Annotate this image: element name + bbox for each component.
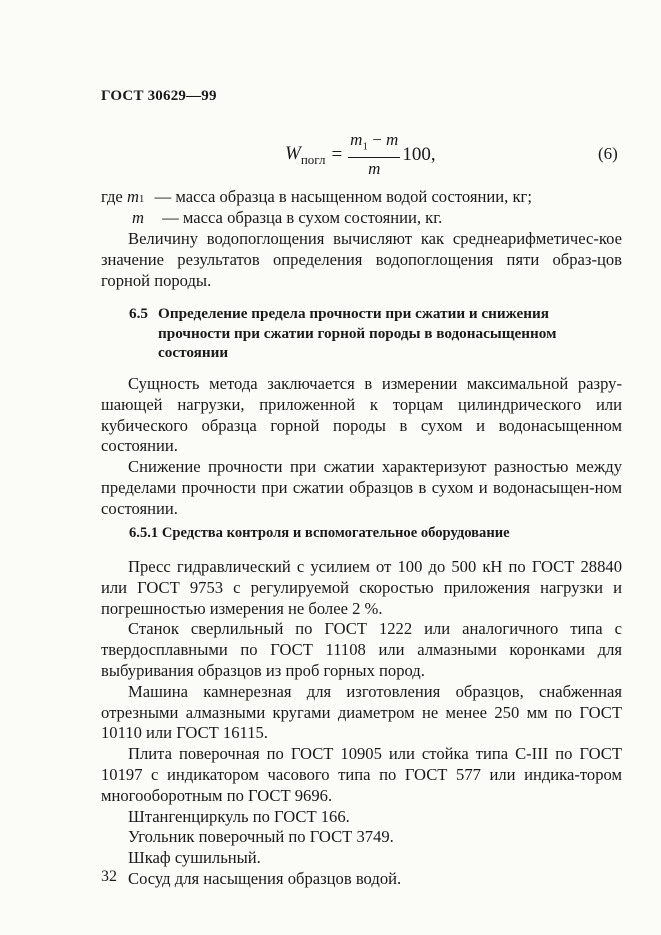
formula-lhs (285, 143, 325, 168)
numerator-m: m (386, 129, 399, 149)
paragraph: Сосуд для насыщения образцов водой. (128, 868, 402, 888)
where-symbol-sub: 1 (138, 193, 145, 205)
paragraph: Машина камнерезная для изготовления образцов, снабженная отрезными алмазными кругами диаметром не менее 250 мм по ГОСТ 10110 или ГОСТ 16115. (101, 681, 622, 743)
section-title: Определение предела прочности при сжатии и снижения прочности при сжатии горной породы в водонасыщенном состоянии (158, 305, 557, 361)
where-symbol: m (132, 207, 144, 227)
paragraph-block (101, 229, 622, 291)
paragraph: Сущность метода заключается в измерении максимальной разру-шающей нагрузки, приложенной к торцам цилиндрического или кубического образца горной породы в сухом и водонасыщенном состоянии. (101, 374, 622, 456)
paragraph: Шкаф сушильный. (128, 848, 261, 868)
paragraph-block (101, 557, 622, 890)
paragraph: Величину водопоглощения вычисляют как среднеарифметичес-кое значение результатов определения водопоглощения пяти образ-цов горной породы. (101, 229, 622, 290)
where-text: — масса образца в насыщенном водой состоянии, кг; (150, 187, 532, 206)
page-number: 32 (101, 868, 117, 885)
document-header: ГОСТ 30629—99 (101, 88, 217, 104)
equation-number: (6) (598, 144, 618, 163)
formula-equals: = (331, 144, 343, 165)
section-number: 6.5 (129, 305, 148, 322)
paragraph: Станок сверлильный по ГОСТ 1222 или аналогичного типа с твердосплавными по ГОСТ 11108 или алмазными коронками для выбуривания образцов из проб горных пород. (101, 619, 622, 680)
paragraph: Снижение прочности при сжатии характеризуют разностью между пределами прочности при сжатии образцов в сухом и водонасыщен-ном состоянии. (101, 457, 622, 518)
formula-factor: 100, (402, 144, 436, 165)
paragraph: Угольник поверочный по ГОСТ 3749. (128, 827, 394, 847)
formula-denominator: m (368, 159, 381, 179)
numerator-minus: − (367, 129, 387, 149)
where-symbol: m (126, 187, 139, 206)
where-item (101, 208, 622, 229)
where-text: — масса образца в сухом состоянии, кг. (157, 207, 443, 227)
where-lead: где (101, 187, 127, 206)
where-block (101, 187, 622, 229)
where-item (101, 187, 622, 208)
section-heading-6-5-1: 6.5.1 Средства контроля и вспомогательное оборудование (129, 525, 510, 541)
paragraph: Плита поверочная по ГОСТ 10905 или стойка типа С-III по ГОСТ 10197 с индикатором часового типа по ГОСТ 577 или индика-тором многооборотным по ГОСТ 9696. (101, 744, 622, 805)
formula-6 (285, 130, 436, 180)
numerator-m1: m (350, 129, 363, 149)
formula-numerator (348, 130, 400, 158)
formula-subscript: погл (300, 151, 326, 167)
formula-fraction (348, 130, 400, 180)
paragraph-block (101, 374, 622, 520)
paragraph: Пресс гидравлический с усилием от 100 до 500 кН по ГОСТ 28840 или ГОСТ 9753 с регулируемой скоростью приложения нагрузки и погрешностью измерения не более 2 %. (101, 557, 622, 618)
paragraph: Штангенциркуль по ГОСТ 166. (128, 806, 350, 826)
section-heading-6-5 (129, 304, 599, 363)
formula-symbol-w: W (285, 142, 301, 164)
numerator-m1-sub: 1 (362, 140, 368, 153)
